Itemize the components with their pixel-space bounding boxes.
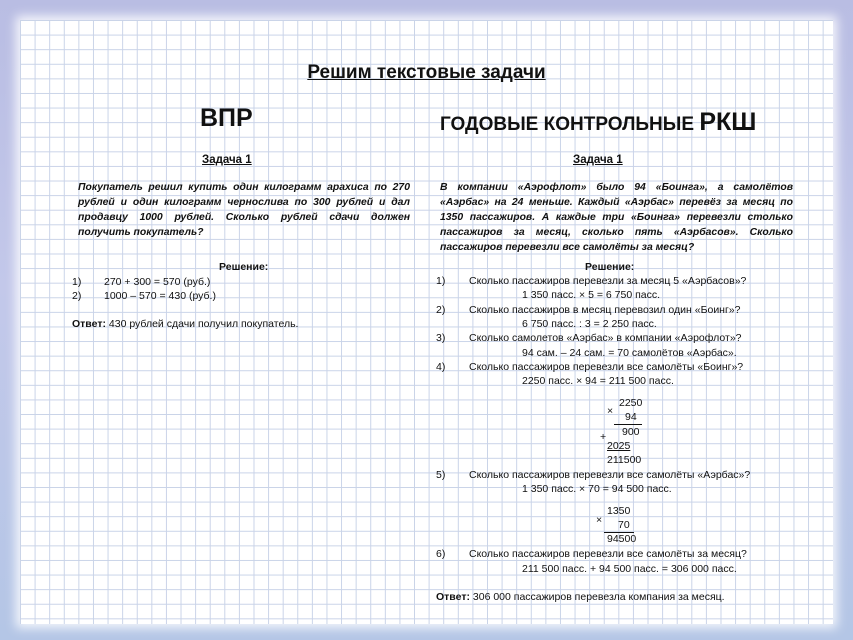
right-answer-text: 306 000 пассажиров перевезла компания за месяц. <box>469 591 725 603</box>
right-task-label: Задача 1 <box>573 154 623 166</box>
column-mult-1-operand-b: 94 <box>625 411 637 423</box>
right-step-number: 3) <box>436 332 446 344</box>
right-step-question: Сколько пассажиров перевезли все самолёты за месяц? <box>469 548 747 560</box>
left-answer <box>72 318 298 330</box>
right-step-calc: 2250 пасс. × 94 = 211 500 пасс. <box>522 375 674 387</box>
right-step-question: Сколько пассажиров перевезли все самолёты «Боинг»? <box>469 361 744 373</box>
page-title: Решим текстовые задачи <box>307 62 546 83</box>
right-step-calc: 94 сам. – 24 сам. = 70 самолётов «Аэрбас». <box>522 347 737 359</box>
right-step-question: Сколько пассажиров перевезли все самолёты «Аэрбас»? <box>469 469 751 481</box>
column-mult-1-operand-a: 2250 <box>619 397 643 409</box>
left-problem-text: Покупатель решил купить один килограмм арахиса по 270 рублей и один килограмм чернослива по 300 рублей и дал продавцу 1000 рублей. Сколько рублей сдачи должен получить покупатель? <box>78 182 410 238</box>
right-step-calc: 6 750 пасс. : 3 = 2 250 пасс. <box>522 318 657 330</box>
right-answer-label: Ответ: <box>436 591 470 603</box>
left-step-number: 1) <box>72 276 82 288</box>
right-step-question: Сколько пассажиров в месяц перевозил один «Боинг»? <box>469 304 741 316</box>
grid-paper-sheet <box>20 20 833 624</box>
right-step-number: 4) <box>436 361 446 373</box>
column-mult-2-operand-b: 70 <box>618 519 630 531</box>
left-solution-label: Решение: <box>219 261 269 273</box>
left-heading: ВПР <box>200 104 253 132</box>
left-step-text: 1000 – 570 = 430 (руб.) <box>104 290 216 302</box>
right-answer <box>436 591 725 603</box>
right-step-question: Сколько самолетов «Аэрбас» в компании «Аэрофлот»? <box>469 332 742 344</box>
right-step-question: Сколько пассажиров перевезли за месяц 5 «Аэрбасов»? <box>469 275 747 287</box>
right-step-number: 2) <box>436 304 446 316</box>
left-step-number: 2) <box>72 290 82 302</box>
right-step-calc: 1 350 пасс. × 70 = 94 500 пасс. <box>522 483 672 495</box>
right-step-calc: 211 500 пасс. + 94 500 пасс. = 306 000 пасс. <box>522 563 737 575</box>
left-answer-label: Ответ: <box>72 318 106 330</box>
column-mult-2-operand-a: 1350 <box>607 505 631 517</box>
right-step-calc: 1 350 пасс. × 5 = 6 750 пасс. <box>522 289 661 301</box>
right-step-number: 1) <box>436 275 446 287</box>
column-mult-1-line <box>614 424 642 425</box>
column-mult-2-result: 94500 <box>607 533 637 545</box>
column-mult-1-partial-1: 900 <box>622 426 640 438</box>
right-problem-text: В компании «Аэрофлот» было 94 «Боинга», а самолётов «Аэрбас» на 24 меньше. Каждый «Аэрбас» перевёз за месяц по 1350 пассажиров. А каждые три «Боинга» перевезли столько пассажиров за месяц, сколько пять «Аэрбасов». Сколько пассажиров перевезли все самолёты за месяц? <box>440 182 793 253</box>
column-mult-1-result: 211500 <box>607 454 642 466</box>
right-step-number: 6) <box>436 548 446 560</box>
right-heading <box>440 108 756 137</box>
right-solution-label: Решение: <box>585 261 635 273</box>
left-answer-text: 430 рублей сдачи получил покупатель. <box>105 318 299 330</box>
column-mult-1-times-sign: × <box>607 405 614 417</box>
left-task-label: Задача 1 <box>202 154 252 166</box>
left-step-text: 270 + 300 = 570 (руб.) <box>104 276 211 288</box>
column-mult-2-times-sign: × <box>596 514 603 526</box>
right-step-number: 5) <box>436 469 446 481</box>
column-mult-1-plus-sign: + <box>600 431 607 443</box>
right-heading-main: ГОДОВЫЕ КОНТРОЛЬНЫЕ <box>440 114 700 135</box>
column-mult-1-partial-2: 2025 <box>607 440 631 452</box>
right-heading-rksh: РКШ <box>699 108 757 136</box>
